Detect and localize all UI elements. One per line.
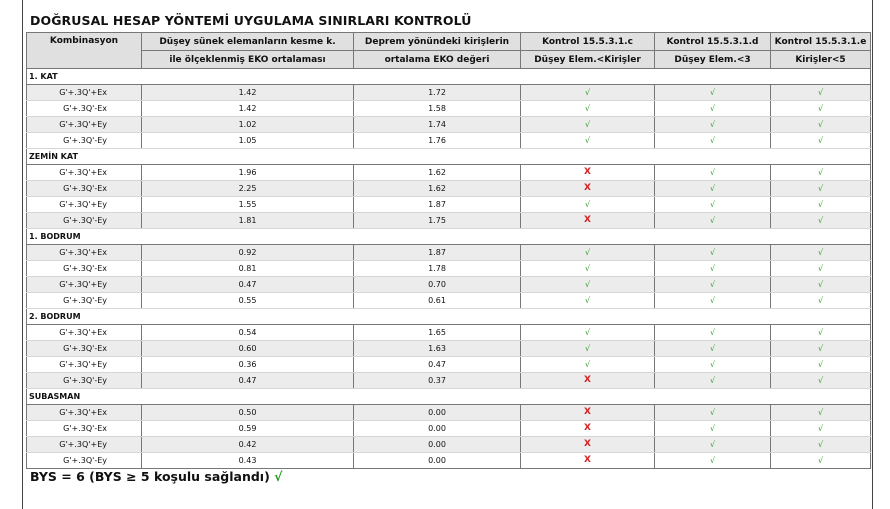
bys-summary (30, 469, 283, 484)
header-control-e-line2: Kirişler<5 (771, 51, 871, 69)
check-icon: √ (521, 101, 655, 117)
combination-cell: G'+.3Q'-Ey (27, 293, 142, 309)
table-row (27, 213, 871, 229)
beam-eko-cell: 0.00 (354, 437, 521, 453)
table-row (27, 293, 871, 309)
combination-cell: G'+.3Q'-Ex (27, 421, 142, 437)
check-icon: √ (771, 181, 871, 197)
combination-cell: G'+.3Q'+Ex (27, 165, 142, 181)
check-icon: √ (655, 357, 771, 373)
check-icon: √ (655, 117, 771, 133)
check-icon: √ (771, 165, 871, 181)
cross-icon: X (521, 453, 655, 469)
combination-cell: G'+.3Q'-Ey (27, 133, 142, 149)
check-icon: √ (655, 277, 771, 293)
table-row (27, 277, 871, 293)
check-icon: √ (655, 181, 771, 197)
check-icon: √ (655, 373, 771, 389)
check-icon: √ (655, 101, 771, 117)
table-row (27, 117, 871, 133)
beam-eko-cell: 1.74 (354, 117, 521, 133)
check-icon: √ (521, 293, 655, 309)
check-icon: √ (521, 357, 655, 373)
beam-eko-cell: 1.62 (354, 165, 521, 181)
combination-cell: G'+.3Q'-Ey (27, 213, 142, 229)
table-row (27, 373, 871, 389)
vertical-eko-cell: 0.54 (142, 325, 354, 341)
check-icon: √ (521, 133, 655, 149)
combination-cell: G'+.3Q'-Ey (27, 453, 142, 469)
header-beam-eko-line2: ortalama EKO değeri (354, 51, 521, 69)
table-row (27, 133, 871, 149)
vertical-eko-cell: 2.25 (142, 181, 354, 197)
check-icon: √ (655, 85, 771, 101)
table-row (27, 261, 871, 277)
group-label: ZEMİN KAT (27, 149, 871, 165)
beam-eko-cell: 0.61 (354, 293, 521, 309)
vertical-eko-cell: 0.92 (142, 245, 354, 261)
beam-eko-cell: 0.47 (354, 357, 521, 373)
combination-cell: G'+.3Q'-Ex (27, 101, 142, 117)
check-icon: √ (655, 421, 771, 437)
table-row (27, 101, 871, 117)
check-icon: √ (655, 165, 771, 181)
check-icon: √ (771, 453, 871, 469)
check-icon: √ (771, 437, 871, 453)
combination-cell: G'+.3Q'+Ey (27, 277, 142, 293)
table-row (27, 197, 871, 213)
check-icon: √ (771, 133, 871, 149)
beam-eko-cell: 0.37 (354, 373, 521, 389)
table-row (27, 405, 871, 421)
table-row (27, 325, 871, 341)
vertical-eko-cell: 0.43 (142, 453, 354, 469)
check-icon: √ (771, 357, 871, 373)
header-combination: Kombinasyon (27, 33, 142, 69)
combination-cell: G'+.3Q'+Ex (27, 85, 142, 101)
check-icon: √ (521, 277, 655, 293)
group-row (27, 69, 871, 85)
check-icon: √ (771, 293, 871, 309)
beam-eko-cell: 0.70 (354, 277, 521, 293)
header-vertical-eko-line2: ile ölçeklenmiş EKO ortalaması (142, 51, 354, 69)
cross-icon: X (521, 421, 655, 437)
vertical-eko-cell: 0.36 (142, 357, 354, 373)
beam-eko-cell: 0.00 (354, 453, 521, 469)
check-icon: √ (655, 261, 771, 277)
beam-eko-cell: 1.76 (354, 133, 521, 149)
combination-cell: G'+.3Q'+Ex (27, 325, 142, 341)
beam-eko-cell: 1.78 (354, 261, 521, 277)
header-control-d-line1: Kontrol 15.5.3.1.d (655, 33, 771, 51)
header-control-c-line1: Kontrol 15.5.3.1.c (521, 33, 655, 51)
table-row (27, 357, 871, 373)
group-row (27, 309, 871, 325)
check-icon: √ (521, 85, 655, 101)
check-icon: √ (274, 469, 283, 484)
check-icon: √ (771, 421, 871, 437)
check-icon: √ (655, 293, 771, 309)
table-row (27, 341, 871, 357)
check-icon: √ (521, 245, 655, 261)
check-icon: √ (655, 197, 771, 213)
table-row (27, 245, 871, 261)
combination-cell: G'+.3Q'+Ex (27, 245, 142, 261)
combination-cell: G'+.3Q'-Ey (27, 373, 142, 389)
vertical-eko-cell: 1.05 (142, 133, 354, 149)
header-vertical-eko-line1: Düşey sünek elemanların kesme k. (142, 33, 354, 51)
check-icon: √ (771, 277, 871, 293)
report-title: DOĞRUSAL HESAP YÖNTEMİ UYGULAMA SINIRLARI KONTROLÜ (30, 13, 472, 28)
table-row (27, 421, 871, 437)
check-icon: √ (771, 245, 871, 261)
check-icon: √ (771, 101, 871, 117)
group-label: SUBASMAN (27, 389, 871, 405)
beam-eko-cell: 1.63 (354, 341, 521, 357)
check-icon: √ (655, 245, 771, 261)
check-icon: √ (771, 117, 871, 133)
check-icon: √ (655, 453, 771, 469)
combination-cell: G'+.3Q'+Ex (27, 405, 142, 421)
vertical-eko-cell: 0.47 (142, 277, 354, 293)
beam-eko-cell: 1.62 (354, 181, 521, 197)
beam-eko-cell: 1.72 (354, 85, 521, 101)
cross-icon: X (521, 213, 655, 229)
check-icon: √ (521, 341, 655, 357)
table-row (27, 181, 871, 197)
bys-summary-text: BYS = 6 (BYS ≥ 5 koşulu sağlandı) (30, 469, 270, 484)
vertical-eko-cell: 0.60 (142, 341, 354, 357)
cross-icon: X (521, 181, 655, 197)
header-control-d-line2: Düşey Elem.<3 (655, 51, 771, 69)
combination-cell: G'+.3Q'+Ey (27, 197, 142, 213)
check-icon: √ (521, 117, 655, 133)
beam-eko-cell: 1.65 (354, 325, 521, 341)
check-icon: √ (521, 261, 655, 277)
check-icon: √ (521, 197, 655, 213)
vertical-eko-cell: 0.50 (142, 405, 354, 421)
control-table (26, 32, 871, 469)
combination-cell: G'+.3Q'+Ey (27, 437, 142, 453)
vertical-eko-cell: 0.55 (142, 293, 354, 309)
vertical-eko-cell: 1.55 (142, 197, 354, 213)
check-icon: √ (521, 325, 655, 341)
group-row (27, 149, 871, 165)
beam-eko-cell: 1.75 (354, 213, 521, 229)
group-row (27, 389, 871, 405)
table-header (27, 33, 871, 69)
check-icon: √ (655, 213, 771, 229)
check-icon: √ (771, 373, 871, 389)
combination-cell: G'+.3Q'+Ey (27, 357, 142, 373)
vertical-eko-cell: 0.47 (142, 373, 354, 389)
check-icon: √ (771, 197, 871, 213)
check-icon: √ (655, 325, 771, 341)
beam-eko-cell: 1.87 (354, 197, 521, 213)
check-icon: √ (771, 325, 871, 341)
vertical-eko-cell: 1.81 (142, 213, 354, 229)
header-control-c-line2: Düşey Elem.<Kirişler (521, 51, 655, 69)
table-row (27, 165, 871, 181)
group-label: 1. KAT (27, 69, 871, 85)
table-row (27, 437, 871, 453)
check-icon: √ (655, 437, 771, 453)
cross-icon: X (521, 437, 655, 453)
check-icon: √ (771, 213, 871, 229)
beam-eko-cell: 0.00 (354, 405, 521, 421)
check-icon: √ (771, 405, 871, 421)
vertical-eko-cell: 0.42 (142, 437, 354, 453)
table-row (27, 453, 871, 469)
vertical-eko-cell: 1.42 (142, 101, 354, 117)
vertical-eko-cell: 1.96 (142, 165, 354, 181)
vertical-eko-cell: 0.81 (142, 261, 354, 277)
beam-eko-cell: 0.00 (354, 421, 521, 437)
beam-eko-cell: 1.58 (354, 101, 521, 117)
combination-cell: G'+.3Q'+Ey (27, 117, 142, 133)
cross-icon: X (521, 373, 655, 389)
group-row (27, 229, 871, 245)
vertical-eko-cell: 1.42 (142, 85, 354, 101)
vertical-eko-cell: 0.59 (142, 421, 354, 437)
cross-icon: X (521, 405, 655, 421)
group-label: 1. BODRUM (27, 229, 871, 245)
check-icon: √ (771, 85, 871, 101)
check-icon: √ (771, 341, 871, 357)
check-icon: √ (655, 341, 771, 357)
check-icon: √ (771, 261, 871, 277)
combination-cell: G'+.3Q'-Ex (27, 261, 142, 277)
vertical-eko-cell: 1.02 (142, 117, 354, 133)
table-body (27, 69, 871, 469)
cross-icon: X (521, 165, 655, 181)
combination-cell: G'+.3Q'-Ex (27, 181, 142, 197)
table-row (27, 85, 871, 101)
header-control-e-line1: Kontrol 15.5.3.1.e (771, 33, 871, 51)
beam-eko-cell: 1.87 (354, 245, 521, 261)
combination-cell: G'+.3Q'-Ex (27, 341, 142, 357)
check-icon: √ (655, 405, 771, 421)
header-beam-eko-line1: Deprem yönündeki kirişlerin (354, 33, 521, 51)
check-icon: √ (655, 133, 771, 149)
group-label: 2. BODRUM (27, 309, 871, 325)
